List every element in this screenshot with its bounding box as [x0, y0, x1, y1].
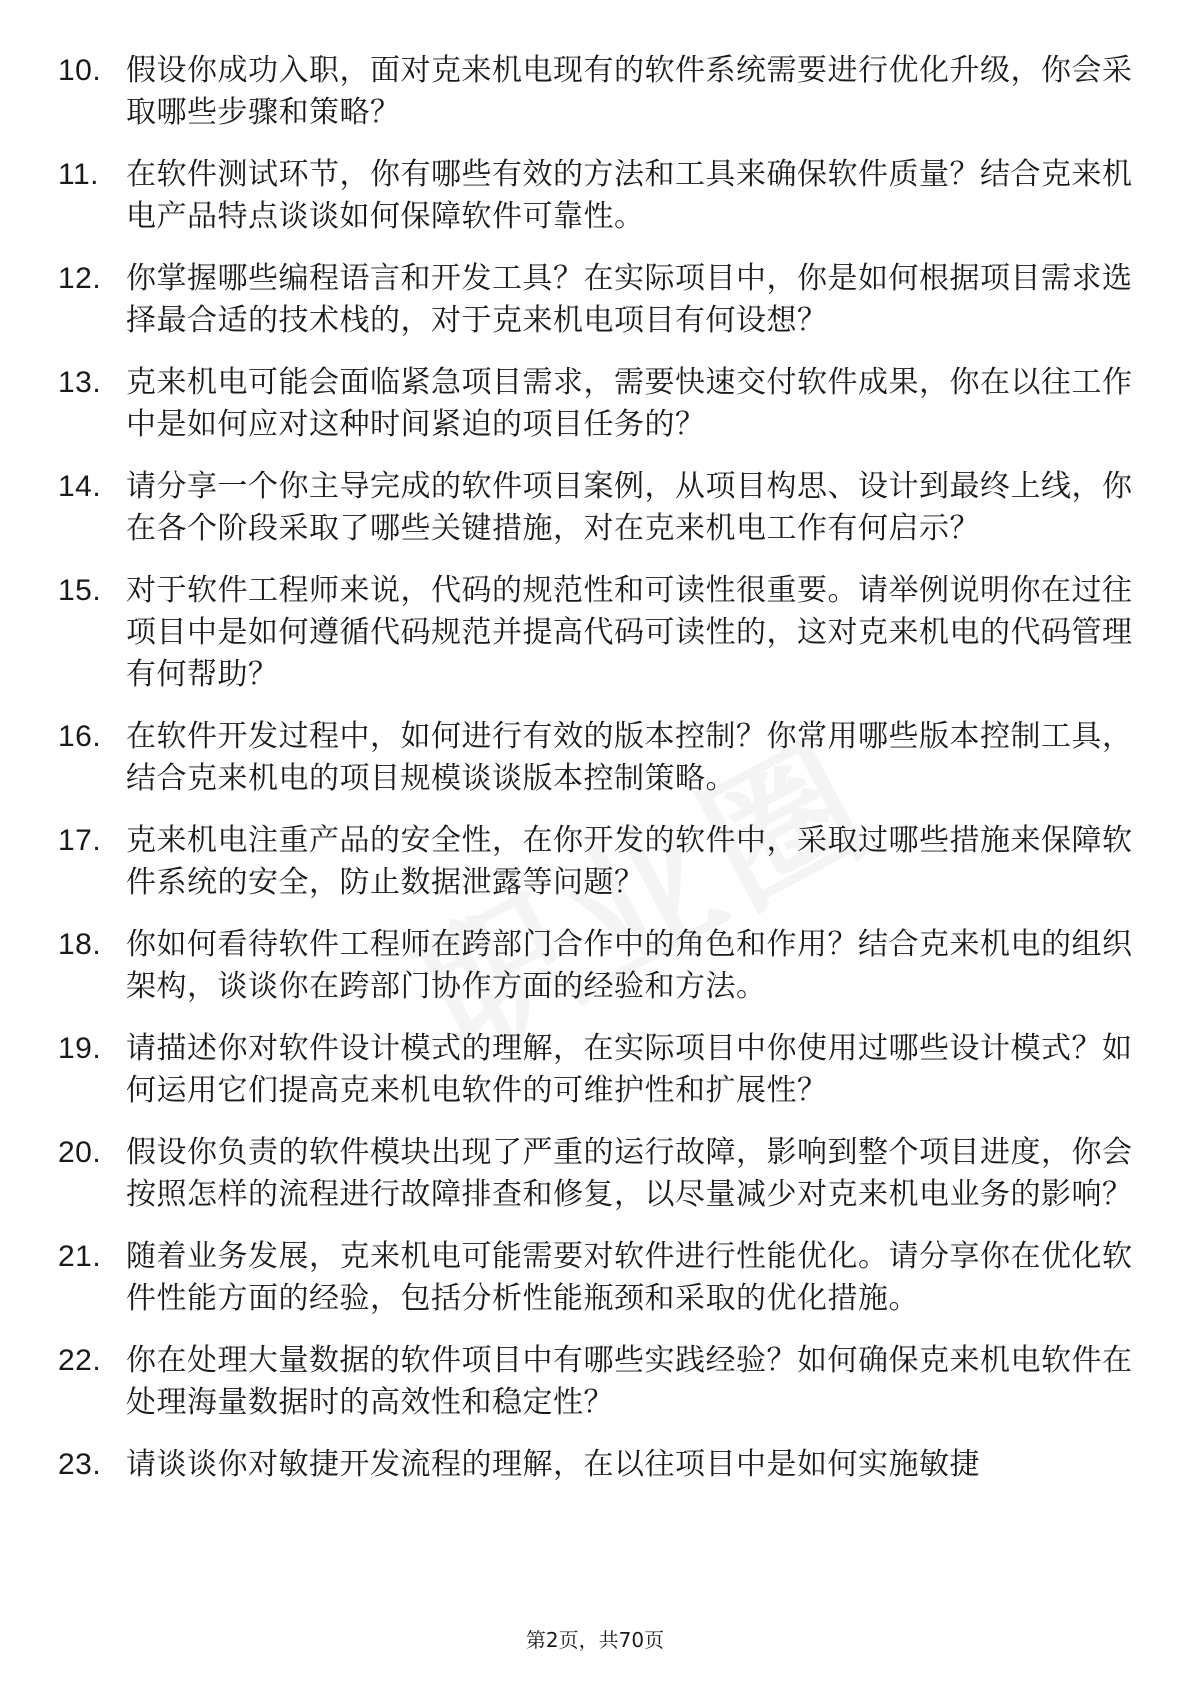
question-item [58, 716, 1138, 800]
question-number: 19. [58, 1032, 102, 1065]
question-list [58, 50, 1138, 1506]
question-number: 15. [58, 574, 102, 607]
question-text: 你如何看待软件工程师在跨部门合作中的角色和作用？结合克来机电的组织架构，谈谈你在跨部门协作方面的经验和方法。 [126, 927, 1133, 1004]
question-number: 11. [58, 158, 99, 191]
question-item [58, 1236, 1138, 1320]
question-text: 假设你成功入职，面对克来机电现有的软件系统需要进行优化升级，你会采取哪些步骤和策略？ [126, 53, 1133, 130]
question-item [58, 820, 1138, 904]
question-number: 14. [58, 470, 102, 503]
question-text: 随着业务发展，克来机电可能需要对软件进行性能优化。请分享你在优化软件性能方面的经验，包括分析性能瓶颈和采取的优化措施。 [126, 1239, 1133, 1316]
question-number: 13. [58, 366, 102, 399]
question-text: 请分享一个你主导完成的软件项目案例，从项目构思、设计到最终上线，你在各个阶段采取了哪些关键措施，对在克来机电工作有何启示？ [126, 469, 1133, 546]
question-item [58, 924, 1138, 1008]
question-number: 16. [58, 720, 102, 753]
question-item [58, 154, 1138, 238]
question-item [58, 1444, 1138, 1486]
question-text: 请谈谈你对敏捷开发流程的理解，在以往项目中是如何实施敏捷 [126, 1447, 980, 1482]
question-text: 对于软件工程师来说，代码的规范性和可读性很重要。请举例说明你在过往项目中是如何遵循代码规范并提高代码可读性的，这对克来机电的代码管理有何帮助？ [126, 573, 1133, 692]
question-text: 克来机电注重产品的安全性，在你开发的软件中，采取过哪些措施来保障软件系统的安全，防止数据泄露等问题？ [126, 823, 1133, 900]
question-text: 克来机电可能会面临紧急项目需求，需要快速交付软件成果，你在以往工作中是如何应对这种时间紧迫的项目任务的？ [126, 365, 1133, 442]
question-item [58, 50, 1138, 134]
question-text: 假设你负责的软件模块出现了严重的运行故障，影响到整个项目进度，你会按照怎样的流程进行故障排查和修复，以尽量减少对克来机电业务的影响？ [126, 1135, 1133, 1212]
question-text: 你在处理大量数据的软件项目中有哪些实践经验？如何确保克来机电软件在处理海量数据时的高效性和稳定性？ [126, 1343, 1133, 1420]
question-text: 请描述你对软件设计模式的理解，在实际项目中你使用过哪些设计模式？如何运用它们提高克来机电软件的可维护性和扩展性？ [126, 1031, 1133, 1108]
question-number: 21. [58, 1240, 102, 1273]
question-number: 22. [58, 1344, 102, 1377]
question-text: 在软件测试环节，你有哪些有效的方法和工具来确保软件质量？结合克来机电产品特点谈谈如何保障软件可靠性。 [126, 157, 1133, 234]
question-number: 20. [58, 1136, 102, 1169]
question-number: 18. [58, 928, 102, 961]
question-number: 17. [58, 824, 102, 857]
question-item [58, 1028, 1138, 1112]
question-item [58, 1132, 1138, 1216]
question-number: 23. [58, 1448, 102, 1481]
question-number: 10. [58, 54, 102, 87]
question-number: 12. [58, 262, 102, 295]
question-item [58, 362, 1138, 446]
page-footer: 第2页，共70页 [525, 1628, 665, 1652]
question-item [58, 258, 1138, 342]
question-item [58, 1340, 1138, 1424]
question-item [58, 466, 1138, 550]
question-text: 在软件开发过程中，如何进行有效的版本控制？你常用哪些版本控制工具，结合克来机电的项目规模谈谈版本控制策略。 [126, 719, 1133, 796]
question-text: 你掌握哪些编程语言和开发工具？在实际项目中，你是如何根据项目需求选择最合适的技术栈的，对于克来机电项目有何设想？ [126, 261, 1133, 338]
question-item [58, 570, 1138, 696]
